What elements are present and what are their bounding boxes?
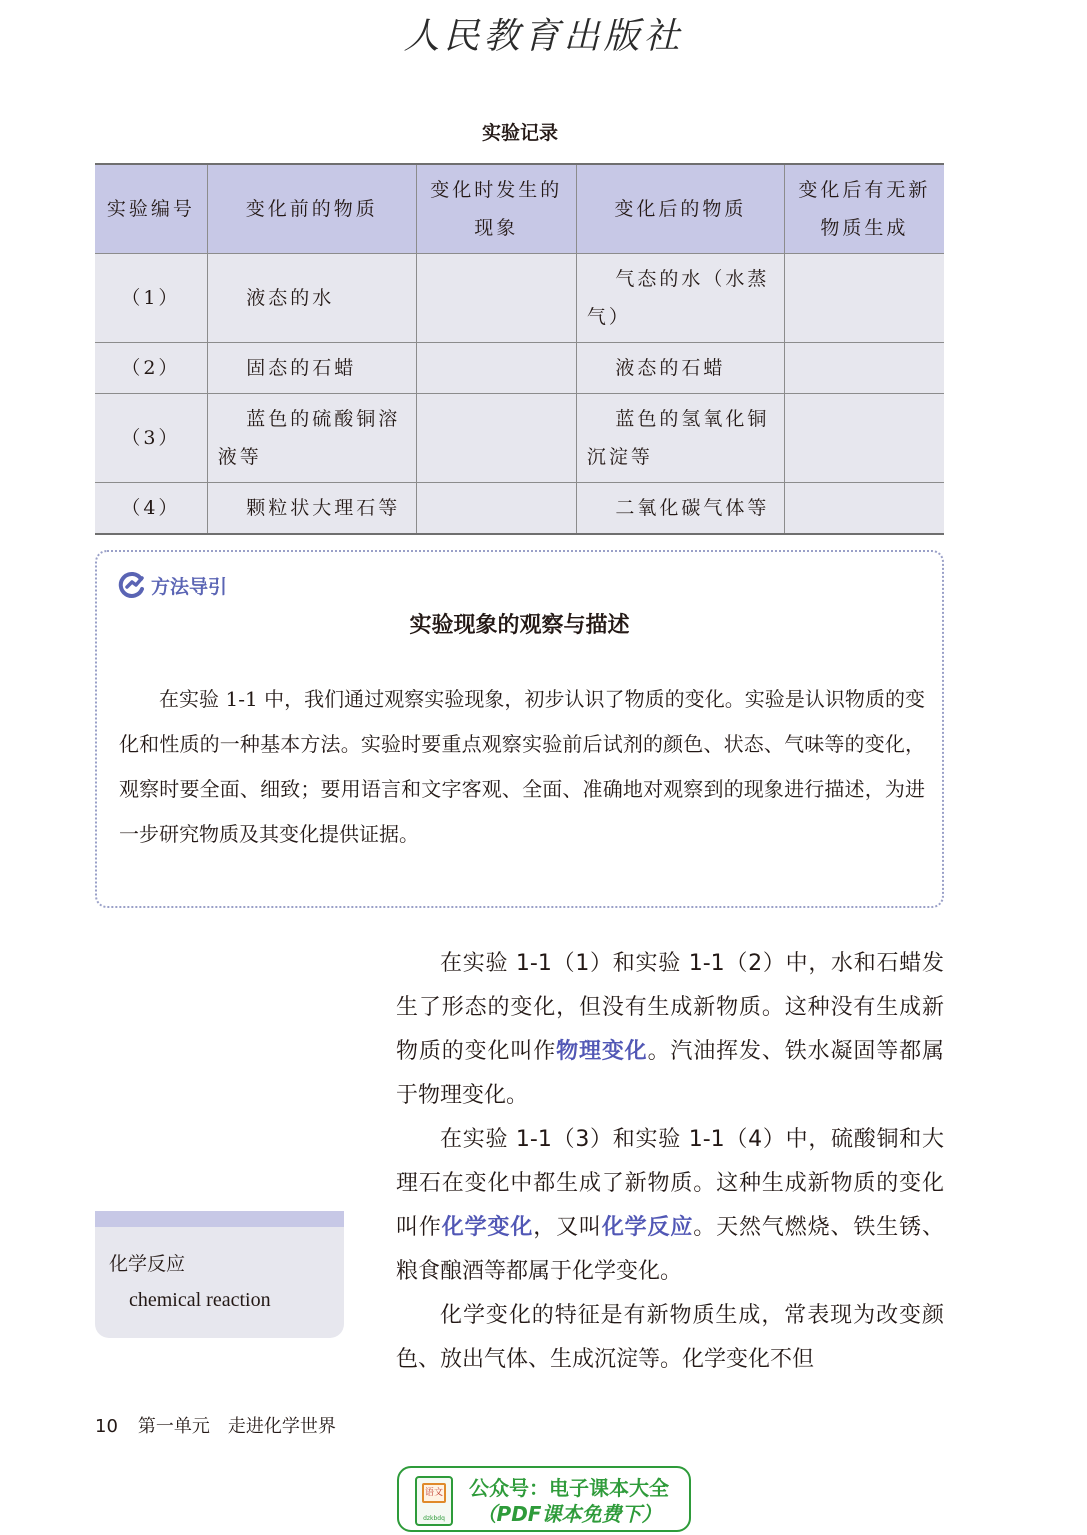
col-header-after: 变化后的物质 [576, 164, 784, 254]
paragraph-physical-change [396, 942, 944, 1118]
cell-phenomenon [416, 483, 576, 535]
method-guide-icon [117, 570, 147, 600]
cell-new-substance [784, 343, 944, 394]
glossary-box [95, 1211, 344, 1338]
cell-after: 蓝色的氢氧化铜沉淀等 [576, 394, 784, 483]
method-guide-label: 方法导引 [151, 575, 228, 598]
term-chemical-reaction: 化学反应 [601, 1215, 694, 1240]
main-text [396, 942, 944, 1382]
paragraph-text: 。天然气燃烧、铁生锈、粮食酿酒等都属于化学变化。 [396, 1215, 944, 1284]
watermark-badge [397, 1466, 691, 1532]
glossary-bar [95, 1211, 344, 1227]
col-header-before: 变化前的物质 [207, 164, 416, 254]
paragraph-text: 在实验 1-1（3）和实验 1-1（4）中，硫酸铜和大理石在变化中都生成了新物质。这种生成新物质的变化叫作 [396, 1127, 944, 1240]
cell-before: 固态的石蜡 [207, 343, 416, 394]
cell-before: 液态的水 [207, 254, 416, 343]
paragraph-chemical-change [396, 1118, 944, 1294]
page-number: 10 [95, 1416, 118, 1437]
method-guide-box [95, 550, 944, 908]
paragraph-text: ，又叫 [533, 1215, 602, 1240]
book-icon [415, 1476, 453, 1526]
cell-after: 二氧化碳气体等 [576, 483, 784, 535]
table-row [95, 394, 944, 483]
cell-new-substance [784, 483, 944, 535]
method-guide-body: 在实验 1-1 中，我们通过观察实验现象，初步认识了物质的变化。实验是认识物质的变化和性质的一种基本方法。实验时要重点观察实验前后试剂的颜色、状态、气味等的变化，观察时要全面、细致；要用语言和文字客观、全面、准确地对观察到的现象进行描述，为进一步研究物质及其变化提供证据。 [119, 687, 925, 846]
paragraph-text: 在实验 1-1（1）和实验 1-1（2）中，水和石蜡发生了形态的变化，但没有生成新物质。这种没有生成新物质的变化叫作 [396, 951, 944, 1064]
cell-new-substance [784, 394, 944, 483]
cell-number: （2） [95, 343, 207, 394]
watermark-line2: （PDF课本免费下） [476, 1502, 662, 1526]
paragraph-chemical-feature: 化学变化的特征是有新物质生成，常表现为改变颜色、放出气体、生成沉淀等。化学变化不但 [396, 1303, 944, 1372]
cell-number: （1） [95, 254, 207, 343]
cell-number: （4） [95, 483, 207, 535]
cell-after: 气态的水（水蒸气） [576, 254, 784, 343]
term-chemical-change: 化学变化 [441, 1215, 534, 1240]
cell-before: 颗粒状大理石等 [207, 483, 416, 535]
term-physical-change: 物理变化 [556, 1039, 648, 1064]
paragraph-text: 。汽油挥发、铁水凝固等都属于物理变化。 [396, 1039, 944, 1108]
unit-title: 第一单元 走进化学世界 [137, 1416, 336, 1437]
table-caption: 实验记录 [481, 122, 558, 144]
table-row [95, 254, 944, 343]
method-guide-title: 实验现象的观察与描述 [409, 613, 630, 638]
book-icon-text: 语文 [424, 1488, 443, 1498]
cell-after: 液态的石蜡 [576, 343, 784, 394]
cell-phenomenon [416, 343, 576, 394]
watermark-line1: 公众号：电子课本大全 [469, 1476, 669, 1500]
experiment-record-table [95, 163, 944, 535]
page-footer [95, 1412, 336, 1438]
cell-phenomenon [416, 394, 576, 483]
book-icon-subtext: dzkbdq [423, 1515, 445, 1522]
table-row [95, 343, 944, 394]
glossary-english: chemical reaction [129, 1289, 271, 1311]
cell-new-substance [784, 254, 944, 343]
col-header-number: 实验编号 [95, 164, 207, 254]
col-header-new-substance: 变化后有无新物质生成 [784, 164, 944, 254]
method-guide-header [117, 570, 227, 600]
col-header-phenomenon: 变化时发生的现象 [416, 164, 576, 254]
table-row [95, 483, 944, 535]
cell-number: （3） [95, 394, 207, 483]
publisher-logo: 人民教育出版社 [403, 16, 684, 57]
table-header-row [95, 164, 944, 254]
glossary-chinese: 化学反应 [109, 1253, 186, 1275]
cell-phenomenon [416, 254, 576, 343]
book-icon-label [422, 1483, 446, 1503]
cell-before: 蓝色的硫酸铜溶液等 [207, 394, 416, 483]
